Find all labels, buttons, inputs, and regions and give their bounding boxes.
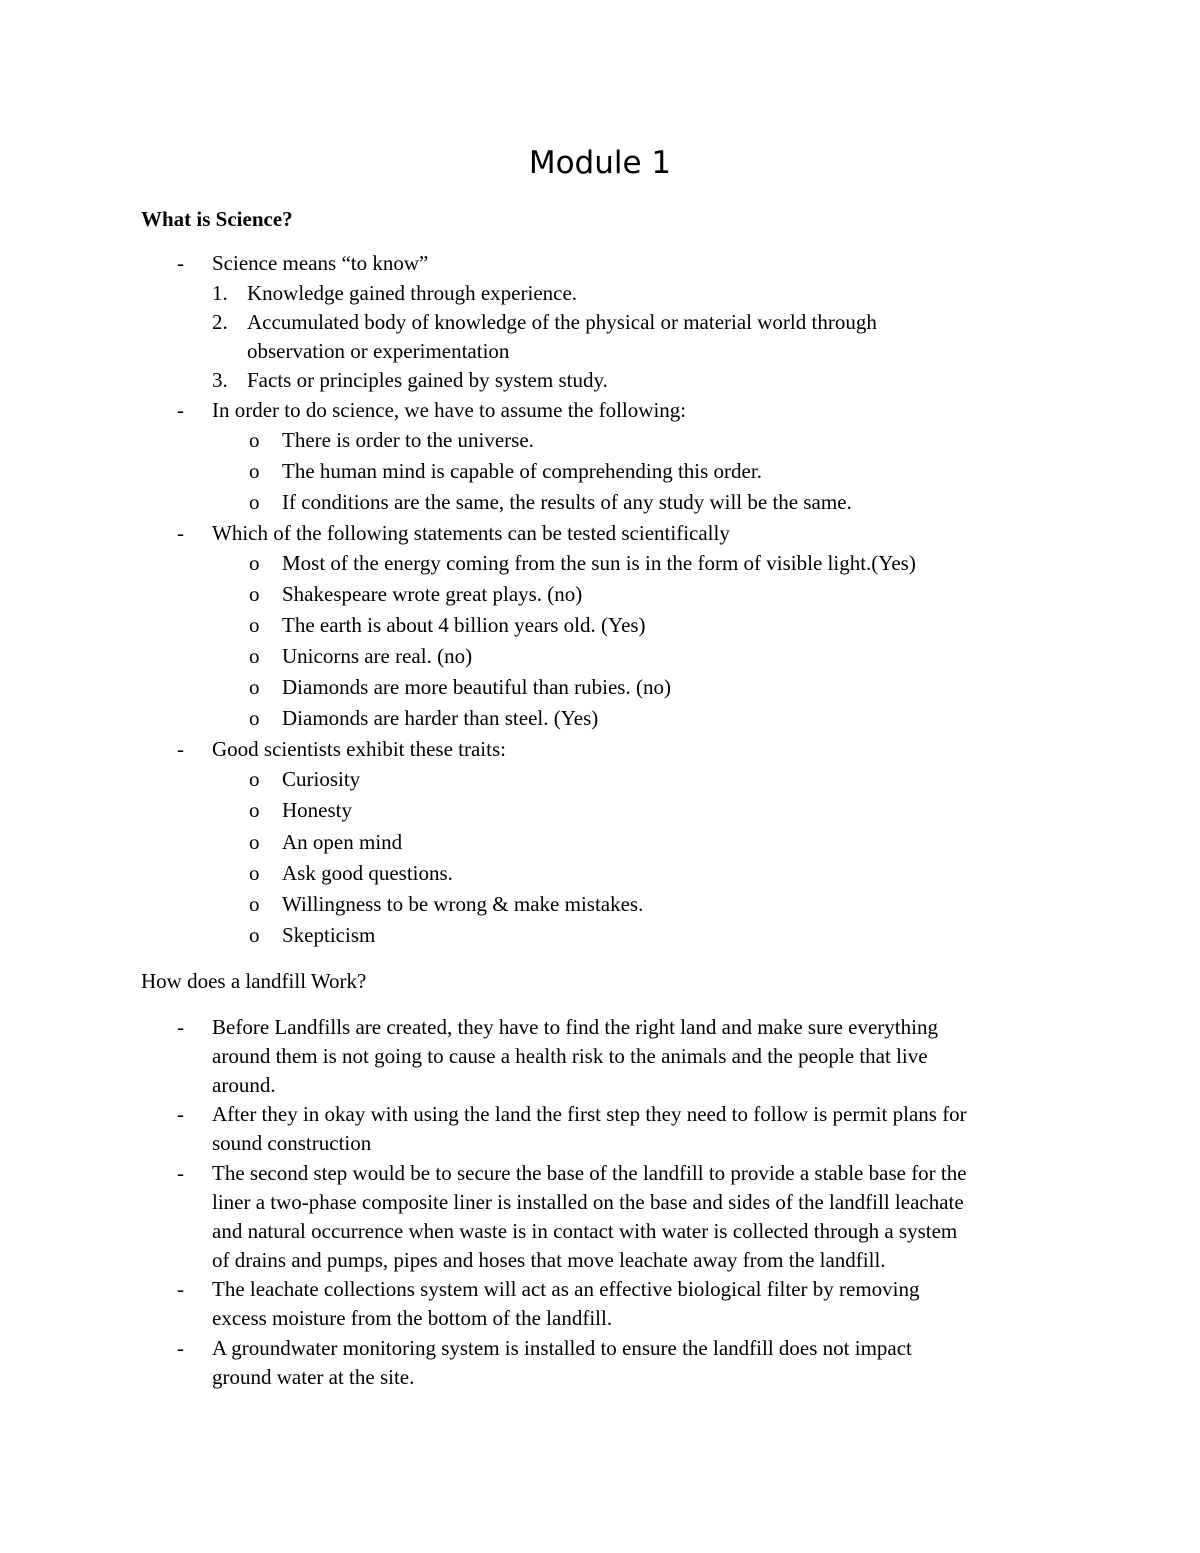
sub-item-text: Diamonds are harder than steel. (Yes) (282, 706, 599, 730)
circle-marker: o (249, 923, 260, 947)
bullet-assumptions: In order to do science, we have to assume the following: (212, 398, 687, 422)
landfill-bullet-line: A groundwater monitoring system is installed to ensure the landfill does not impact (212, 1336, 912, 1360)
bullet-scientist-traits: Good scientists exhibit these traits: (212, 737, 506, 761)
sub-item-text: Unicorns are real. (no) (282, 644, 473, 668)
dash-marker: - (177, 1015, 184, 1039)
dash-marker: - (177, 1336, 184, 1360)
landfill-bullet-line: excess moisture from the bottom of the landfill. (212, 1306, 613, 1330)
numbered-item-text: Accumulated body of knowledge of the physical or material world through (247, 310, 877, 334)
sub-item-text: Willingness to be wrong & make mistakes. (282, 892, 644, 916)
dash-marker: - (177, 1161, 184, 1185)
sub-item-text: There is order to the universe. (282, 428, 534, 452)
numbered-item-text: Knowledge gained through experience. (247, 281, 578, 305)
landfill-bullet-line: around. (212, 1073, 276, 1097)
circle-marker: o (249, 613, 260, 637)
landfill-bullet-line: ground water at the site. (212, 1365, 415, 1389)
circle-marker: o (249, 861, 260, 885)
bullet-testable-statements: Which of the following statements can be tested scientifically (212, 521, 730, 545)
landfill-bullet-line: around them is not going to cause a health risk to the animals and the people that live (212, 1044, 928, 1068)
landfill-bullet-line: and natural occurrence when waste is in contact with water is collected through a system (212, 1219, 958, 1243)
number-marker: 3. (212, 368, 228, 392)
landfill-bullet-line: After they in okay with using the land the first step they need to follow is permit plans for (212, 1102, 967, 1126)
landfill-bullet-line: The second step would be to secure the base of the landfill to provide a stable base for the (212, 1161, 967, 1185)
dash-marker: - (177, 398, 184, 422)
dash-marker: - (177, 1102, 184, 1126)
landfill-bullet-line: sound construction (212, 1131, 372, 1155)
circle-marker: o (249, 892, 260, 916)
dash-marker: - (177, 521, 184, 545)
sub-item-text: Shakespeare wrote great plays. (no) (282, 582, 583, 606)
numbered-item-text: Facts or principles gained by system study. (247, 368, 608, 392)
landfill-bullet-line: The leachate collections system will act as an effective biological filter by removing (212, 1277, 920, 1301)
circle-marker: o (249, 706, 260, 730)
section-heading-landfill: How does a landfill Work? (141, 969, 367, 993)
circle-marker: o (249, 582, 260, 606)
page-title: Module 1 (528, 145, 672, 181)
numbered-item-text: observation or experimentation (247, 339, 510, 363)
sub-item-text: The earth is about 4 billion years old. (Yes) (282, 613, 646, 637)
landfill-bullet-line: liner a two-phase composite liner is installed on the base and sides of the landfill leachate (212, 1190, 964, 1214)
circle-marker: o (249, 644, 260, 668)
landfill-bullet-line: of drains and pumps, pipes and hoses that move leachate away from the landfill. (212, 1248, 886, 1272)
section-heading-what-is-science: What is Science? (141, 207, 293, 231)
dash-marker: - (177, 1277, 184, 1301)
dash-marker: - (177, 251, 184, 275)
number-marker: 2. (212, 310, 228, 334)
circle-marker: o (249, 798, 260, 822)
circle-marker: o (249, 767, 260, 791)
sub-item-text: The human mind is capable of comprehending this order. (282, 459, 762, 483)
circle-marker: o (249, 830, 260, 854)
circle-marker: o (249, 490, 260, 514)
sub-item-text: Honesty (282, 798, 352, 822)
sub-item-text: Ask good questions. (282, 861, 453, 885)
dash-marker: - (177, 737, 184, 761)
sub-item-text: Skepticism (282, 923, 376, 947)
circle-marker: o (249, 675, 260, 699)
circle-marker: o (249, 428, 260, 452)
circle-marker: o (249, 551, 260, 575)
sub-item-text: Diamonds are more beautiful than rubies. (no) (282, 675, 671, 699)
sub-item-text: If conditions are the same, the results of any study will be the same. (282, 490, 852, 514)
sub-item-text: Curiosity (282, 767, 361, 791)
number-marker: 1. (212, 281, 228, 305)
sub-item-text: Most of the energy coming from the sun is in the form of visible light.(Yes) (282, 551, 916, 575)
landfill-bullet-line: Before Landfills are created, they have to find the right land and make sure everything (212, 1015, 938, 1039)
sub-item-text: An open mind (282, 830, 403, 854)
circle-marker: o (249, 459, 260, 483)
bullet-science-means: Science means “to know” (212, 251, 429, 275)
